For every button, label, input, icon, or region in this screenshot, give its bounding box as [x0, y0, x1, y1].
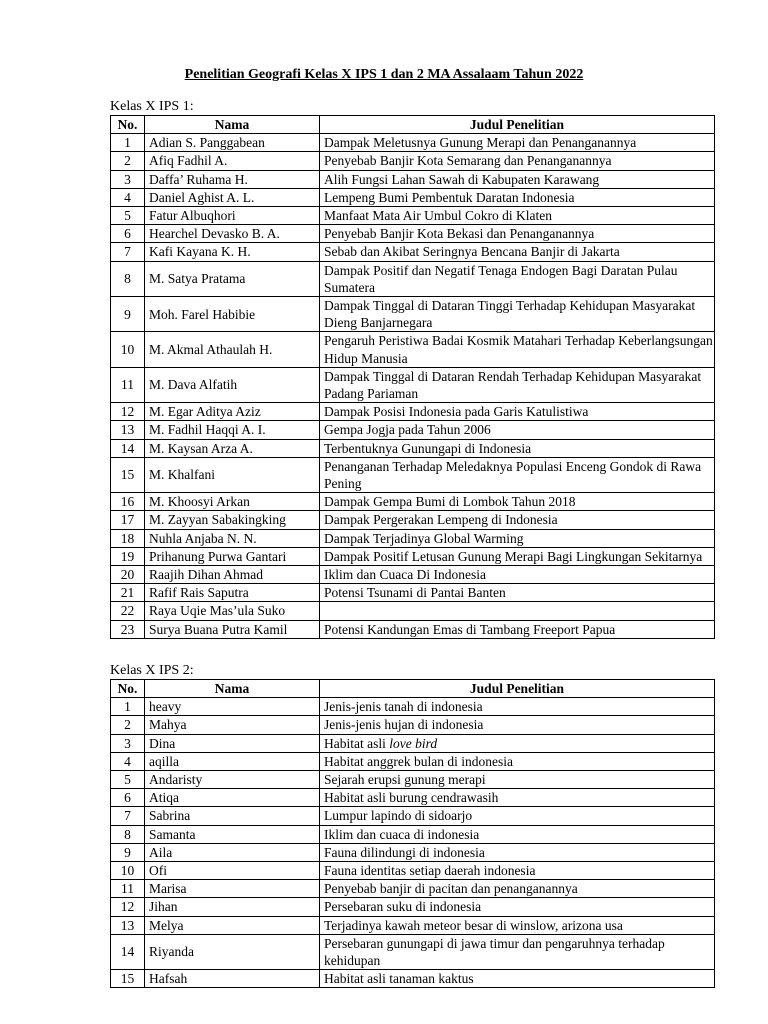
table-row: [111, 807, 715, 825]
student-name: Raajih Dihan Ahmad: [145, 566, 320, 584]
research-title: Dampak Gempa Bumi di Lombok Tahun 2018: [320, 493, 715, 511]
student-name: Andaristy: [145, 771, 320, 789]
section-kelas-x-ips-2: [110, 662, 714, 988]
student-name: Daniel Aghist A. L.: [145, 188, 320, 206]
row-number: 6: [111, 789, 145, 807]
student-name: Daffa’ Ruhama H.: [145, 170, 320, 188]
student-name: Sabrina: [145, 807, 320, 825]
table-row: [111, 457, 715, 492]
row-number: 8: [111, 825, 145, 843]
student-name: Afiq Fadhil A.: [145, 152, 320, 170]
row-number: 11: [111, 880, 145, 898]
row-number: 10: [111, 332, 145, 367]
row-number: 10: [111, 862, 145, 880]
row-number: 4: [111, 188, 145, 206]
student-name: Nuhla Anjaba N. N.: [145, 529, 320, 547]
table-row: [111, 529, 715, 547]
table-row: [111, 916, 715, 934]
header-no: No.: [111, 116, 145, 134]
research-title: Dampak Positif Letusan Gunung Merapi Bagi Lingkungan Sekitarnya: [320, 547, 715, 565]
row-number: 7: [111, 243, 145, 261]
student-name: Kafi Kayana K. H.: [145, 243, 320, 261]
student-name: M. Khoosyi Arkan: [145, 493, 320, 511]
table-header-row: [111, 680, 715, 698]
research-title: Fauna identitas setiap daerah indonesia: [320, 862, 715, 880]
research-title: Sebab dan Akibat Seringnya Bencana Banjir di Jakarta: [320, 243, 715, 261]
row-number: 1: [111, 134, 145, 152]
row-number: 15: [111, 457, 145, 492]
table-row: [111, 752, 715, 770]
research-title: Penyebab Banjir Kota Semarang dan Penanganannya: [320, 152, 715, 170]
row-number: 5: [111, 771, 145, 789]
row-number: 3: [111, 734, 145, 752]
row-number: 9: [111, 297, 145, 332]
row-number: 13: [111, 916, 145, 934]
table-row: [111, 511, 715, 529]
section-label: Kelas X IPS 2:: [110, 663, 194, 678]
table-row: [111, 170, 715, 188]
table-row: [111, 862, 715, 880]
table-row: [111, 771, 715, 789]
row-number: 4: [111, 752, 145, 770]
table-row: [111, 493, 715, 511]
row-number: 14: [111, 934, 145, 969]
student-name: Raya Uqie Mas’ula Suko: [145, 602, 320, 620]
row-number: 14: [111, 439, 145, 457]
research-title: Manfaat Mata Air Umbul Cokro di Klaten: [320, 207, 715, 225]
student-name: M. Fadhil Haqqi A. I.: [145, 421, 320, 439]
student-name: Dina: [145, 734, 320, 752]
row-number: 19: [111, 547, 145, 565]
table-row: [111, 421, 715, 439]
row-number: 7: [111, 807, 145, 825]
section-kelas-x-ips-1: [110, 98, 714, 639]
student-name: Melya: [145, 916, 320, 934]
student-name: aqilla: [145, 752, 320, 770]
research-title: Dampak Meletusnya Gunung Merapi dan Penanganannya: [320, 134, 715, 152]
section-label: Kelas X IPS 1:: [110, 99, 194, 114]
research-title: Dampak Tinggal di Dataran Tinggi Terhadap Kehidupan Masyarakat Dieng Banjarnegara: [320, 297, 715, 332]
student-name: Hearchel Devasko B. A.: [145, 225, 320, 243]
research-title: Penyebab Banjir Kota Bekasi dan Penanganannya: [320, 225, 715, 243]
research-title: Persebaran suku di indonesia: [320, 898, 715, 916]
research-title: Potensi Tsunami di Pantai Banten: [320, 584, 715, 602]
research-title: Terjadinya kawah meteor besar di winslow, arizona usa: [320, 916, 715, 934]
row-number: 17: [111, 511, 145, 529]
student-name: Marisa: [145, 880, 320, 898]
research-title: Lumpur lapindo di sidoarjo: [320, 807, 715, 825]
student-name: Ofi: [145, 862, 320, 880]
research-title: [320, 602, 715, 620]
table-row: [111, 152, 715, 170]
table-row: [111, 297, 715, 332]
row-number: 11: [111, 367, 145, 402]
student-name: Mahya: [145, 716, 320, 734]
header-title: Judul Penelitian: [320, 116, 715, 134]
student-name: Surya Buana Putra Kamil: [145, 620, 320, 638]
student-name: M. Akmal Athaulah H.: [145, 332, 320, 367]
research-title: Iklim dan Cuaca Di Indonesia: [320, 566, 715, 584]
research-title: Dampak Tinggal di Dataran Rendah Terhadap Kehidupan Masyarakat Padang Pariaman: [320, 367, 715, 402]
table-row: [111, 403, 715, 421]
row-number: 2: [111, 716, 145, 734]
student-name: Jihan: [145, 898, 320, 916]
research-table: [110, 679, 715, 988]
table-row: [111, 898, 715, 916]
research-title: Fauna dilindungi di indonesia: [320, 843, 715, 861]
research-title: Jenis-jenis hujan di indonesia: [320, 716, 715, 734]
table-row: [111, 367, 715, 402]
research-title: Potensi Kandungan Emas di Tambang Freeport Papua: [320, 620, 715, 638]
row-number: 13: [111, 421, 145, 439]
student-name: Prihanung Purwa Gantari: [145, 547, 320, 565]
student-name: Moh. Farel Habibie: [145, 297, 320, 332]
row-number: 9: [111, 843, 145, 861]
row-number: 12: [111, 403, 145, 421]
research-title: Dampak Terjadinya Global Warming: [320, 529, 715, 547]
research-title: Habitat asli tanaman kaktus: [320, 970, 715, 988]
research-title: Alih Fungsi Lahan Sawah di Kabupaten Karawang: [320, 170, 715, 188]
row-number: 6: [111, 225, 145, 243]
research-title: Iklim dan cuaca di indonesia: [320, 825, 715, 843]
table-header-row: [111, 116, 715, 134]
header-name: Nama: [145, 116, 320, 134]
table-row: [111, 439, 715, 457]
table-row: [111, 207, 715, 225]
student-name: M. Egar Aditya Aziz: [145, 403, 320, 421]
research-table: [110, 115, 715, 639]
student-name: M. Kaysan Arza A.: [145, 439, 320, 457]
table-row: [111, 825, 715, 843]
student-name: Rafif Rais Saputra: [145, 584, 320, 602]
table-row: [111, 243, 715, 261]
header-title: Judul Penelitian: [320, 680, 715, 698]
table-row: [111, 566, 715, 584]
student-name: Riyanda: [145, 934, 320, 969]
student-name: Fatur Albuqhori: [145, 207, 320, 225]
table-row: [111, 698, 715, 716]
student-name: Samanta: [145, 825, 320, 843]
student-name: M. Dava Alfatih: [145, 367, 320, 402]
row-number: 8: [111, 261, 145, 296]
research-title: Dampak Positif dan Negatif Tenaga Endogen Bagi Daratan Pulau Sumatera: [320, 261, 715, 296]
student-name: M. Satya Pratama: [145, 261, 320, 296]
research-title: Habitat asli love bird: [320, 734, 715, 752]
table-row: [111, 547, 715, 565]
table-row: [111, 843, 715, 861]
table-row: [111, 584, 715, 602]
row-number: 15: [111, 970, 145, 988]
research-title: Habitat anggrek bulan di indonesia: [320, 752, 715, 770]
table-row: [111, 261, 715, 296]
research-title: Penyebab banjir di pacitan dan penanganannya: [320, 880, 715, 898]
research-title: Sejarah erupsi gunung merapi: [320, 771, 715, 789]
row-number: 16: [111, 493, 145, 511]
row-number: 5: [111, 207, 145, 225]
research-title: Pengaruh Peristiwa Badai Kosmik Matahari Terhadap Keberlangsungan Hidup Manusia: [320, 332, 715, 367]
row-number: 20: [111, 566, 145, 584]
header-name: Nama: [145, 680, 320, 698]
table-row: [111, 188, 715, 206]
table-row: [111, 620, 715, 638]
table-row: [111, 934, 715, 969]
research-title: Terbentuknya Gunungapi di Indonesia: [320, 439, 715, 457]
table-row: [111, 734, 715, 752]
table-row: [111, 789, 715, 807]
student-name: heavy: [145, 698, 320, 716]
table-row: [111, 970, 715, 988]
row-number: 18: [111, 529, 145, 547]
research-title: Jenis-jenis tanah di indonesia: [320, 698, 715, 716]
row-number: 3: [111, 170, 145, 188]
student-name: Aila: [145, 843, 320, 861]
row-number: 12: [111, 898, 145, 916]
row-number: 21: [111, 584, 145, 602]
row-number: 23: [111, 620, 145, 638]
student-name: Hafsah: [145, 970, 320, 988]
student-name: M. Zayyan Sabakingking: [145, 511, 320, 529]
table-row: [111, 602, 715, 620]
student-name: Atiqa: [145, 789, 320, 807]
research-title: Gempa Jogja pada Tahun 2006: [320, 421, 715, 439]
table-row: [111, 134, 715, 152]
research-title: Dampak Posisi Indonesia pada Garis Katulistiwa: [320, 403, 715, 421]
table-row: [111, 332, 715, 367]
table-row: [111, 880, 715, 898]
document-title: Penelitian Geografi Kelas X IPS 1 dan 2 MA Assalaam Tahun 2022: [184, 67, 584, 82]
student-name: M. Khalfani: [145, 457, 320, 492]
row-number: 1: [111, 698, 145, 716]
research-title: Penanganan Terhadap Meledaknya Populasi Enceng Gondok di Rawa Pening: [320, 457, 715, 492]
header-no: No.: [111, 680, 145, 698]
research-title: Habitat asli burung cendrawasih: [320, 789, 715, 807]
table-row: [111, 716, 715, 734]
student-name: Adian S. Panggabean: [145, 134, 320, 152]
row-number: 2: [111, 152, 145, 170]
row-number: 22: [111, 602, 145, 620]
table-row: [111, 225, 715, 243]
research-title: Lempeng Bumi Pembentuk Daratan Indonesia: [320, 188, 715, 206]
research-title: Dampak Pergerakan Lempeng di Indonesia: [320, 511, 715, 529]
research-title: Persebaran gunungapi di jawa timur dan pengaruhnya terhadap kehidupan: [320, 934, 715, 969]
